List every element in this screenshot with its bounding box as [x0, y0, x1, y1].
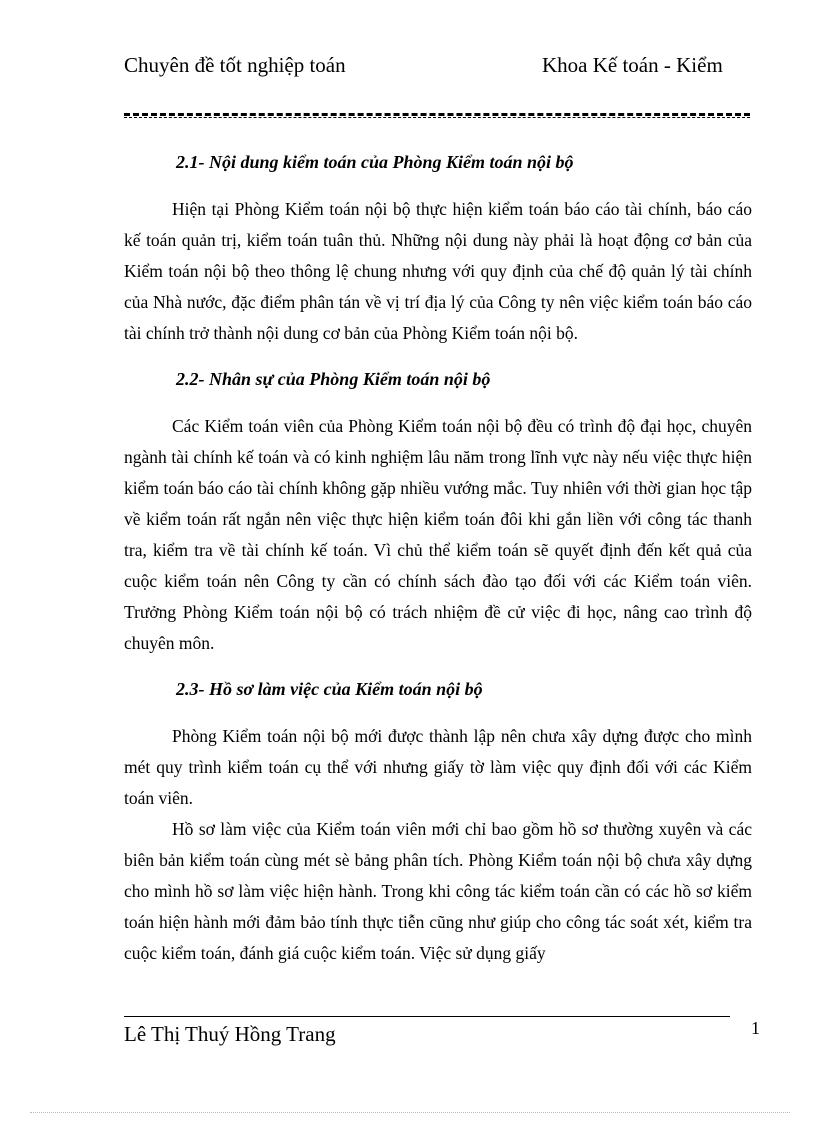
footer-divider — [124, 1016, 730, 1017]
section-2-3-paragraph-2: Hồ sơ làm việc của Kiểm toán viên mới chỉ bao gồm hồ sơ thường xuyên và các biên bản kiểm toán cùng mét sè bảng phân tích. Phòng Kiểm toán nội bộ chưa xây dựng cho mình hồ sơ làm việc hiện hành. Trong khi công tác kiểm toán cần có các hồ sơ kiểm toán hiện hành mới đảm bảo tính thực tiễn cũng như giúp cho công tác soát xét, kiểm tra cuộc kiểm toán, đánh giá cuộc kiểm toán. Việc sử dụng giấy — [124, 819, 752, 963]
page-bottom-border — [30, 1112, 790, 1113]
section-heading-2-2: 2.2- Nhân sự của Phòng Kiểm toán nội bộ — [176, 369, 491, 389]
footer-author-name: Lê Thị Thuý Hồng Trang — [124, 1022, 336, 1046]
document-body — [124, 150, 752, 969]
section-2-1-paragraph: Hiện tại Phòng Kiểm toán nội bộ thực hiện kiểm toán báo cáo tài chính, báo cáo kế toán quản trị, kiểm toán tuân thủ. Những nội dung này phải là hoạt động cơ bản của Kiểm toán nội bộ theo thông lệ chung nhưng với quy định của chế độ quản lý tài chính của Nhà nước, đặc điểm phân tán về vị trí địa lý của Công ty nên việc kiểm toán báo cáo tài chính trở thành nội dung cơ bản của Phòng Kiểm toán nội bộ. — [124, 199, 752, 343]
header-divider — [124, 113, 750, 116]
page-number: 1 — [751, 1018, 760, 1038]
header-right-title: Khoa Kế toán - Kiểm — [542, 53, 723, 77]
section-heading-2-1: 2.1- Nội dung kiểm toán của Phòng Kiểm toán nội bộ — [176, 152, 574, 172]
section-heading-2-3: 2.3- Hồ sơ làm việc của Kiểm toán nội bộ — [176, 679, 483, 699]
header-divider-thin — [124, 117, 750, 118]
section-2-2-paragraph: Các Kiểm toán viên của Phòng Kiểm toán nội bộ đều có trình độ đại học, chuyên ngành tài chính kế toán và có kinh nghiệm lâu năm trong lĩnh vực này nếu việc thực hiện kiểm toán báo cáo tài chính không gặp nhiều vướng mắc. Tuy nhiên với thời gian học tập về kiểm toán rất ngắn nên việc thực hiện kiểm toán đôi khi gắn liền với công tác thanh tra, kiểm tra về tài chính kế toán. Vì chủ thể kiểm toán sẽ quyết định đến kết quả của cuộc kiểm toán nên Công ty cần có chính sách đào tạo đối với các Kiểm toán viên. Trưởng Phòng Kiểm toán nội bộ có trách nhiệm đề cử việc đi học, nâng cao trình độ chuyên môn. — [124, 416, 752, 653]
section-2-3-paragraph-1: Phòng Kiểm toán nội bộ mới được thành lập nên chưa xây dựng được cho mình mét quy trình kiểm toán cụ thể với nhưng giấy tờ làm việc quy định đối với các Kiểm toán viên. — [124, 726, 752, 808]
header-left-title: Chuyên đề tốt nghiệp toán — [124, 53, 346, 77]
